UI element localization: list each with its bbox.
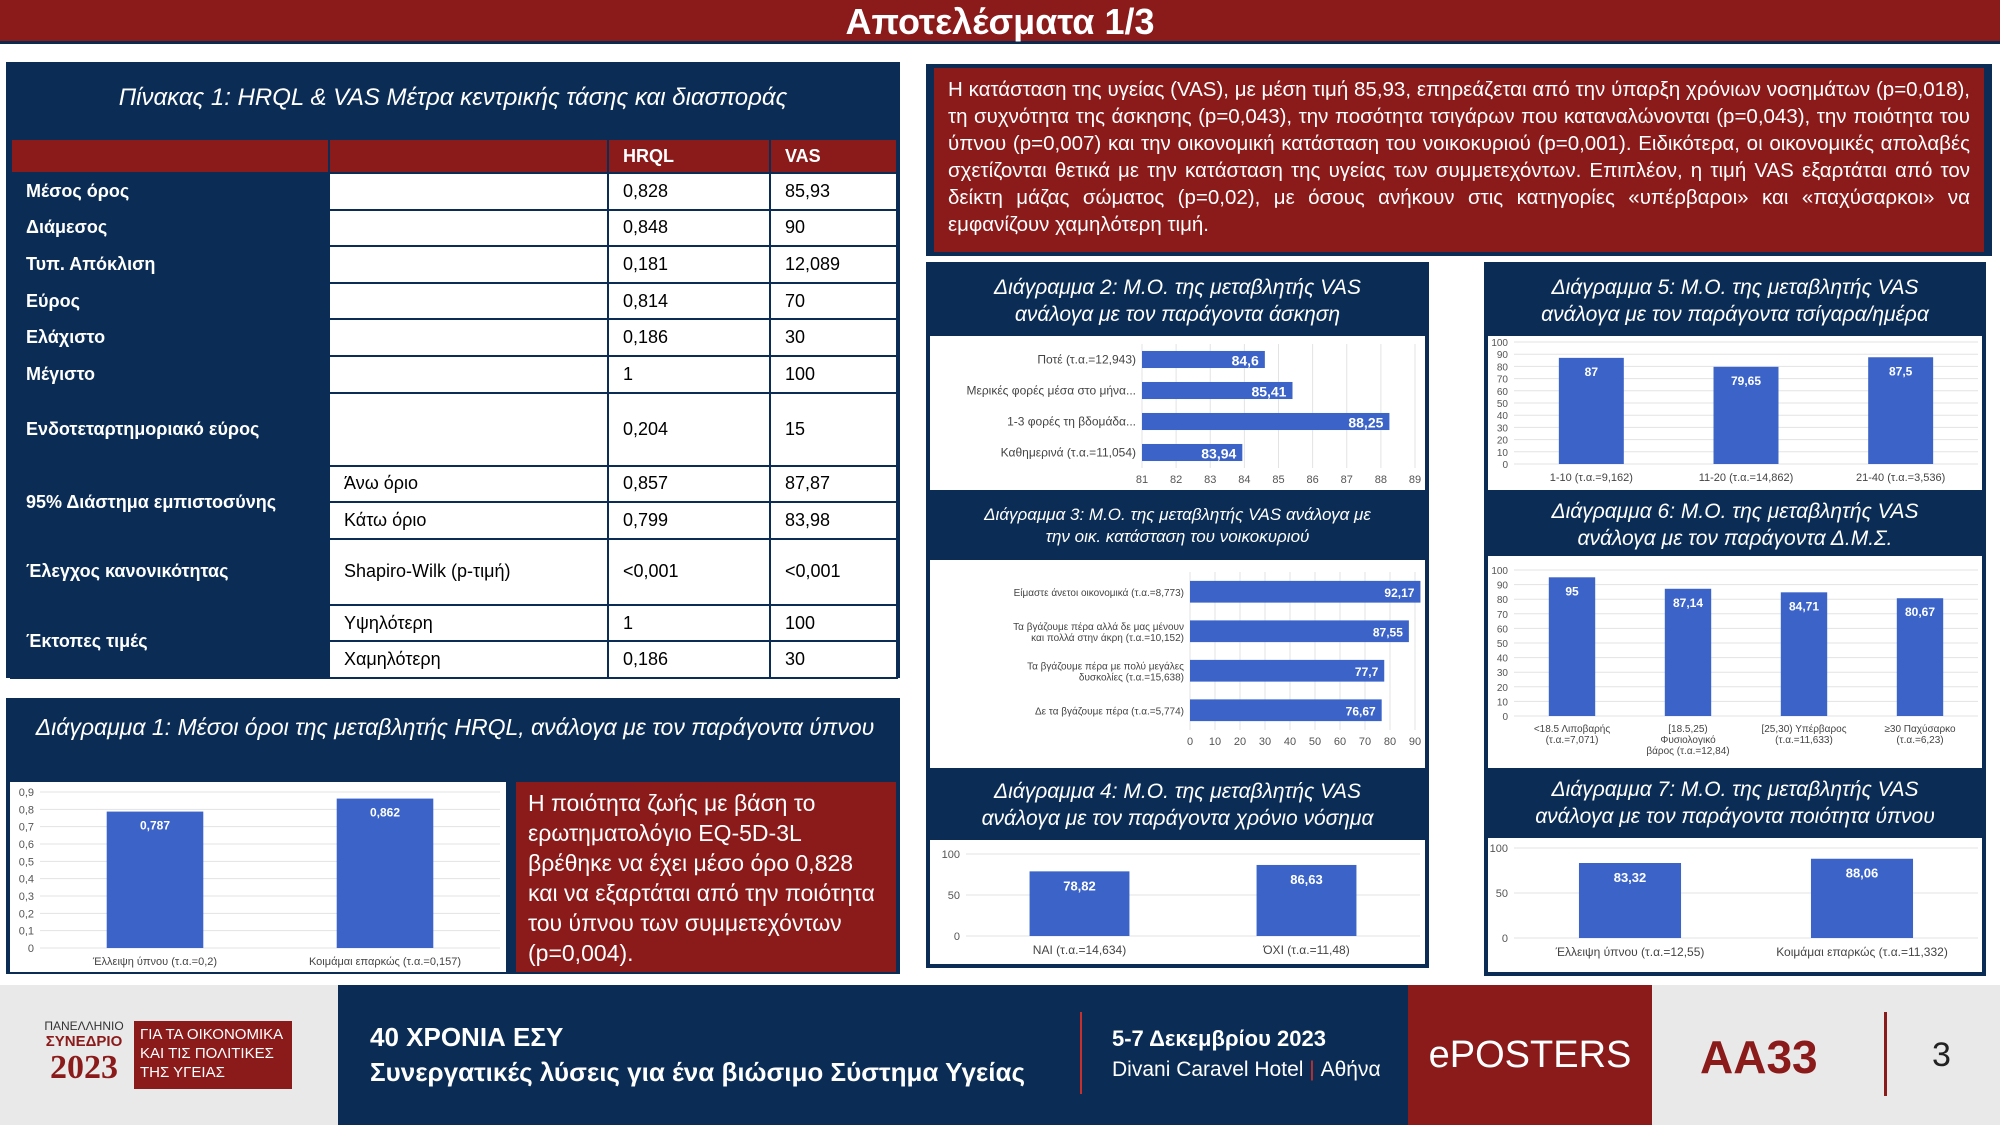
- cell-hrql: <0,001: [608, 539, 770, 605]
- x-tick-label: [18.5,25) Φυσιολογικό βάρος (τ.α.=12,84): [1646, 724, 1730, 757]
- cell-vas: 30: [770, 641, 897, 678]
- chart4-title-line1: Διάγραμμα 4: Μ.Ο. της μεταβλητής VAS: [994, 780, 1361, 803]
- y-tick-label: 0: [1502, 712, 1508, 723]
- cell-hrql: 0,204: [608, 393, 770, 466]
- cell-vas: 83,98: [770, 502, 897, 539]
- x-tick-label: Έλλειψη ύπνου (τ.α.=12,55): [1555, 945, 1705, 959]
- x-tick-label: 70: [1358, 736, 1372, 748]
- logo-text-right: [134, 1021, 292, 1089]
- congress-logo: [0, 985, 338, 1125]
- x-tick-label: 20: [1233, 736, 1247, 748]
- x-tick-label: Κοιμάμαι επαρκώς (τ.α.=11,332): [1776, 945, 1948, 959]
- chart5-title-line1: Διάγραμμα 5: Μ.Ο. της μεταβλητής VAS: [1551, 276, 1919, 299]
- cell-hrql: 0,186: [608, 641, 770, 678]
- data-label: 88,25: [1348, 414, 1384, 431]
- y-tick-label: 20: [1496, 682, 1508, 694]
- row-sub: [329, 283, 608, 320]
- x-tick-label: 60: [1333, 736, 1347, 748]
- x-tick-label: 21-40 (τ.α.=3,536): [1856, 472, 1946, 484]
- chart3-title-line1: Διάγραμμα 3: Μ.Ο. της μεταβλητής VAS ανάλογα με: [984, 505, 1371, 524]
- chart6: [1488, 556, 1982, 768]
- data-label: 87,55: [1372, 625, 1403, 640]
- chart7-title-line1: Διάγραμμα 7: Μ.Ο. της μεταβλητής VAS: [1551, 778, 1919, 801]
- chart1-title: Διάγραμμα 1: Μέσοι όροι της μεταβλητής HRQL, ανάλογα με τον παράγοντα ύπνου: [35, 714, 875, 740]
- y-tick-label: 60: [1496, 624, 1508, 636]
- hrql-summary-text: Η ποιότητα ζωής με βάση το ερωτηματολόγιο EQ-5D-3L βρέθηκε να έχει μέσο όρο 0,828 και να εξαρτάται από την ποιότητα του ύπνου των συμμετεχόντων (p=0,004).: [516, 782, 896, 972]
- y-tick-label: 70: [1496, 609, 1508, 621]
- row-sub: [329, 246, 608, 283]
- row-sub: Χαμηλότερη: [329, 641, 608, 678]
- cell-vas: <0,001: [770, 539, 897, 605]
- chart3: [930, 560, 1425, 768]
- x-tick-label: 80: [1383, 736, 1397, 748]
- row-label: Εύρος: [11, 283, 329, 320]
- y-tick-label: 70: [1496, 374, 1508, 386]
- y-tick-label: Τα βγάζουμε πέρα με πολύ μεγάλες δυσκολίες (τ.α.=15,638): [1027, 661, 1184, 684]
- x-tick-label: 40: [1283, 736, 1297, 748]
- chart5-title: [1484, 274, 1986, 328]
- x-tick-label: 87: [1340, 474, 1353, 486]
- row-sub: Κάτω όριο: [329, 502, 608, 539]
- header-vas: VAS: [770, 139, 897, 173]
- y-tick-label: 10: [1496, 697, 1508, 709]
- row-sub: Άνω όριο: [329, 466, 608, 503]
- chart3-title-line2: την οικ. κατάσταση του νοικοκυριού: [1045, 527, 1310, 546]
- chart6-title-line1: Διάγραμμα 6: Μ.Ο. της μεταβλητής VAS: [1551, 500, 1919, 523]
- conference-venue: Divani Caravel Hotel: [1112, 1058, 1304, 1081]
- data-label: 84,6: [1231, 352, 1259, 369]
- page-title: Αποτελέσματα 1/3: [0, 0, 2000, 44]
- cell-vas: 100: [770, 356, 897, 393]
- data-label: 0,862: [369, 805, 401, 820]
- x-tick-label: 0: [1186, 736, 1194, 748]
- y-tick-label: 100: [1491, 566, 1508, 577]
- y-tick-label: 90: [1496, 580, 1508, 592]
- y-tick-label: Είμαστε άνετοι οικονομικά (τ.α.=8,773): [1013, 587, 1184, 599]
- conference-title: [370, 1022, 1025, 1088]
- chart5: [1488, 336, 1982, 490]
- y-tick-label: 100: [941, 849, 960, 861]
- table-row: [11, 283, 897, 320]
- x-tick-label: 50: [1308, 736, 1322, 748]
- logo-line: ΚΑΙ ΤΙΣ ΠΟΛΙΤΙΚΕΣ: [140, 1045, 274, 1062]
- y-tick-label: 0,1: [18, 925, 34, 938]
- data-label: 85,41: [1251, 383, 1287, 400]
- table-row: [11, 539, 897, 605]
- table-row: [11, 319, 897, 356]
- y-tick-label: 0: [1502, 460, 1508, 471]
- x-tick-label: 84: [1238, 474, 1251, 486]
- data-label: 79,65: [1730, 373, 1762, 388]
- row-label: 95% Διάστημα εμπιστοσύνης: [11, 466, 329, 539]
- header-empty: [11, 139, 329, 173]
- data-label: 87,14: [1672, 595, 1704, 610]
- table1-title: Πίνακας 1: HRQL & VAS Μέτρα κεντρικής τάσης και διασποράς: [118, 84, 788, 111]
- x-tick-label: 85: [1272, 474, 1285, 486]
- chart6-title-line2: ανάλογα με τον παράγοντα Δ.Μ.Σ.: [1577, 527, 1893, 550]
- y-tick-label: Μερικές φορές μέσα στο μήνα...: [966, 383, 1136, 398]
- y-tick-label: 50: [947, 890, 960, 902]
- data-label: 84,71: [1788, 599, 1820, 614]
- cell-vas: 30: [770, 319, 897, 356]
- conference-line2: Συνεργατικές λύσεις για ένα βιώσιμο Σύστημα Υγείας: [370, 1057, 1025, 1087]
- x-tick-label: 89: [1408, 474, 1422, 486]
- data-label: 87: [1584, 364, 1599, 379]
- y-tick-label: 40: [1496, 653, 1508, 665]
- y-tick-label: 30: [1496, 423, 1508, 435]
- chart2: [930, 336, 1425, 490]
- cell-hrql: 0,799: [608, 502, 770, 539]
- x-tick-label: 82: [1170, 474, 1183, 486]
- data-label: 95: [1565, 584, 1579, 599]
- chart5-title-line2: ανάλογα με τον παράγοντα τσίγαρα/ημέρα: [1541, 303, 1929, 326]
- table-row: [11, 356, 897, 393]
- data-label: 76,67: [1345, 704, 1376, 719]
- cell-hrql: 0,848: [608, 210, 770, 247]
- row-label: Έλεγχος κανονικότητας: [11, 539, 329, 605]
- header-hrql: HRQL: [608, 139, 770, 173]
- y-tick-label: 0: [27, 943, 34, 955]
- row-label: Τυπ. Απόκλιση: [11, 246, 329, 283]
- data-label: 83,94: [1201, 445, 1237, 462]
- x-tick-label: 1-10 (τ.α.=9,162): [1549, 472, 1633, 484]
- y-tick-label: 0,2: [18, 908, 34, 921]
- row-sub: [329, 319, 608, 356]
- x-tick-label: ≥30 Παχύσαρκο (τ.α.=6,23): [1884, 724, 1956, 746]
- y-tick-label: 10: [1496, 447, 1508, 459]
- row-label: Μέγιστο: [11, 356, 329, 393]
- data-label: 0,787: [139, 818, 171, 833]
- y-tick-label: 0: [1501, 933, 1508, 945]
- cell-hrql: 0,181: [608, 246, 770, 283]
- chart4: [930, 840, 1425, 964]
- chart2-title-line1: Διάγραμμα 2: Μ.Ο. της μεταβλητής VAS: [994, 276, 1361, 299]
- row-sub: [329, 173, 608, 210]
- chart7-title-line2: ανάλογα με τον παράγοντα ποιότητα ύπνου: [1535, 805, 1935, 828]
- row-label: Μέσος όρος: [11, 173, 329, 210]
- row-label: Έκτοπες τιμές: [11, 605, 329, 678]
- conference-info: [1112, 1026, 1381, 1082]
- x-tick-label: [25,30) Υπέρβαρος (τ.α.=11,633): [1761, 724, 1847, 746]
- y-tick-label: 50: [1496, 399, 1508, 410]
- table-row: [11, 246, 897, 283]
- y-tick-label: 0,7: [18, 821, 34, 834]
- y-tick-label: 80: [1496, 362, 1508, 374]
- cell-vas: 12,089: [770, 246, 897, 283]
- data-label: 92,17: [1384, 585, 1415, 600]
- cell-hrql: 1: [608, 605, 770, 642]
- cell-hrql: 1: [608, 356, 770, 393]
- x-tick-label: 10: [1208, 736, 1222, 748]
- y-tick-label: Καθημερινά (τ.α.=11,054): [1000, 445, 1136, 460]
- y-tick-label: Δε τα βγάζουμε πέρα (τ.α.=5,774): [1034, 706, 1184, 718]
- cell-hrql: 0,186: [608, 319, 770, 356]
- y-tick-label: 100: [1491, 338, 1508, 349]
- bar: [337, 799, 434, 948]
- cell-vas: 15: [770, 393, 897, 466]
- logo-line: ΓΙΑ ΤΑ ΟΙΚΟΝΟΜΙΚΑ: [140, 1026, 284, 1043]
- chart1: [10, 782, 506, 972]
- y-tick-label: 0,8: [18, 804, 34, 817]
- row-sub: [329, 210, 608, 247]
- cell-hrql: 0,814: [608, 283, 770, 320]
- conference-venue-line: [1112, 1058, 1381, 1082]
- x-tick-label: Κοιμάμαι επαρκώς (τ.α.=0,157): [308, 956, 462, 968]
- y-tick-label: 40: [1496, 411, 1508, 423]
- y-tick-label: 20: [1496, 435, 1508, 447]
- y-tick-label: 90: [1496, 350, 1508, 362]
- x-tick-label: ΝΑΙ (τ.α.=14,634): [1032, 943, 1127, 957]
- y-tick-label: 50: [1495, 888, 1508, 900]
- table-row: [11, 605, 897, 642]
- table-header-row: [11, 139, 897, 173]
- chart3-title: [926, 504, 1429, 548]
- y-tick-label: 0,4: [18, 873, 34, 886]
- stats-table: [10, 138, 898, 679]
- cell-hrql: 0,857: [608, 466, 770, 503]
- cell-vas: 87,87: [770, 466, 897, 503]
- data-label: 77,7: [1354, 664, 1379, 679]
- chart6-title: [1484, 498, 1986, 552]
- chart4-title: [926, 778, 1429, 832]
- row-sub: Υψηλότερη: [329, 605, 608, 642]
- x-tick-label: 88: [1374, 474, 1387, 486]
- logo-line: ΣΥΝΕΔΡΙΟ: [45, 1033, 123, 1050]
- logo-text-left: [34, 1019, 134, 1086]
- data-label: 80,67: [1904, 605, 1936, 620]
- x-tick-label: 30: [1258, 736, 1272, 748]
- page-number: 3: [1932, 1036, 1951, 1074]
- table-row: [11, 173, 897, 210]
- y-tick-label: 80: [1496, 595, 1508, 607]
- poster-code: ΑΑ33: [1700, 1031, 1818, 1083]
- data-label: 87,5: [1888, 364, 1913, 379]
- chart2-title: [926, 274, 1429, 328]
- y-tick-label: 0,6: [18, 839, 34, 851]
- x-tick-label: ΌΧΙ (τ.α.=11,48): [1263, 943, 1350, 957]
- y-tick-label: 0,5: [18, 856, 34, 869]
- data-label: 88,06: [1845, 865, 1879, 881]
- vas-summary-text: Η κατάσταση της υγείας (VAS), με μέση τιμή 85,93, επηρεάζεται από την ύπαρξη χρόνιων νοσημάτων (p=0,018), τη συχνότητα της άσκησης (p=0,043), την ποσότητα τσιγάρων που καταναλώνονται (p=0,043), την ποιότητα του ύπνου (p=0,007) και την οικονομική κατάσταση του νοικοκυριού (p=0,001). Ειδικότερα, οι οικονομικές απολαβές σχετίζονται θετικά με την κατάσταση της υγείας των συμμετεχόντων. Επιπλέον, η τιμή VAS εξαρτάται από τον δείκτη μάζας σώματος (p=0,02), με όσους ανήκουν στις κατηγορίες «υπέρβαροι» και «παχύσαρκοι» να εμφανίζουν χαμηλότερη τιμή.: [934, 68, 1984, 252]
- header-empty: [329, 139, 608, 173]
- logo-line: ΤΗΣ ΥΓΕΙΑΣ: [140, 1064, 225, 1081]
- logo-line: ΠΑΝΕΛΛΗΝΙΟ: [44, 1019, 124, 1033]
- row-label: Ελάχιστο: [11, 319, 329, 356]
- y-tick-label: 0,3: [18, 891, 34, 903]
- y-tick-label: 0,9: [18, 787, 34, 799]
- y-tick-label: 50: [1496, 639, 1508, 650]
- row-sub: [329, 393, 608, 466]
- row-label: Διάμεσος: [11, 210, 329, 247]
- chart2-title-line2: ανάλογα με τον παράγοντα άσκηση: [1014, 303, 1341, 326]
- x-tick-label: 81: [1135, 474, 1149, 486]
- row-sub: Shapiro-Wilk (p-τιμή): [329, 539, 608, 605]
- y-tick-label: 1-3 φορές τη βδομάδα...: [1007, 414, 1136, 429]
- x-tick-label: 90: [1408, 736, 1422, 748]
- footer-divider: [1080, 1012, 1082, 1094]
- eposters-badge: ePOSTERS: [1408, 985, 1652, 1125]
- chart4-title-line2: ανάλογα με τον παράγοντα χρόνιο νόσημα: [981, 807, 1374, 830]
- y-tick-label: Τα βγάζουμε πέρα αλλά δε μας μένουν και πολλά στην άκρη (τ.α.=10,152): [1013, 621, 1184, 644]
- x-tick-label: 83: [1204, 474, 1217, 486]
- y-tick-label: 100: [1489, 843, 1508, 855]
- cell-hrql: 0,828: [608, 173, 770, 210]
- y-tick-label: 30: [1496, 668, 1508, 680]
- data-label: 86,63: [1290, 871, 1323, 887]
- y-tick-label: Ποτέ (τ.α.=12,943): [1037, 352, 1136, 367]
- row-sub: [329, 356, 608, 393]
- cell-vas: 85,93: [770, 173, 897, 210]
- x-tick-label: Έλλειψη ύπνου (τ.α.=0,2): [92, 956, 218, 968]
- table-row: [11, 393, 897, 466]
- cell-vas: 100: [770, 605, 897, 642]
- y-tick-label: 60: [1496, 386, 1508, 398]
- data-label: 78,82: [1063, 878, 1096, 894]
- conference-city: Αθήνα: [1320, 1058, 1381, 1081]
- x-tick-label: <18.5 Λιποβαρής (τ.α.=7,071): [1533, 724, 1611, 746]
- venue-separator: |: [1309, 1058, 1315, 1081]
- cell-vas: 70: [770, 283, 897, 320]
- table-row: [11, 466, 897, 503]
- chart7-title: [1484, 776, 1986, 830]
- data-label: 83,32: [1613, 870, 1647, 886]
- chart7: [1488, 838, 1982, 972]
- conference-line1: 40 ΧΡΟΝΙΑ ΕΣΥ: [370, 1022, 564, 1052]
- conference-date: 5-7 Δεκεμβρίου 2023: [1112, 1026, 1326, 1051]
- cell-vas: 90: [770, 210, 897, 247]
- row-label: Ενδοτεταρτημοριακό εύρος: [11, 393, 329, 466]
- y-tick-label: 0: [953, 931, 960, 943]
- x-tick-label: 11-20 (τ.α.=14,862): [1698, 472, 1794, 484]
- code-divider: [1884, 1012, 1887, 1096]
- logo-year: 2023: [50, 1049, 118, 1086]
- x-tick-label: 86: [1306, 474, 1319, 486]
- table-row: [11, 210, 897, 247]
